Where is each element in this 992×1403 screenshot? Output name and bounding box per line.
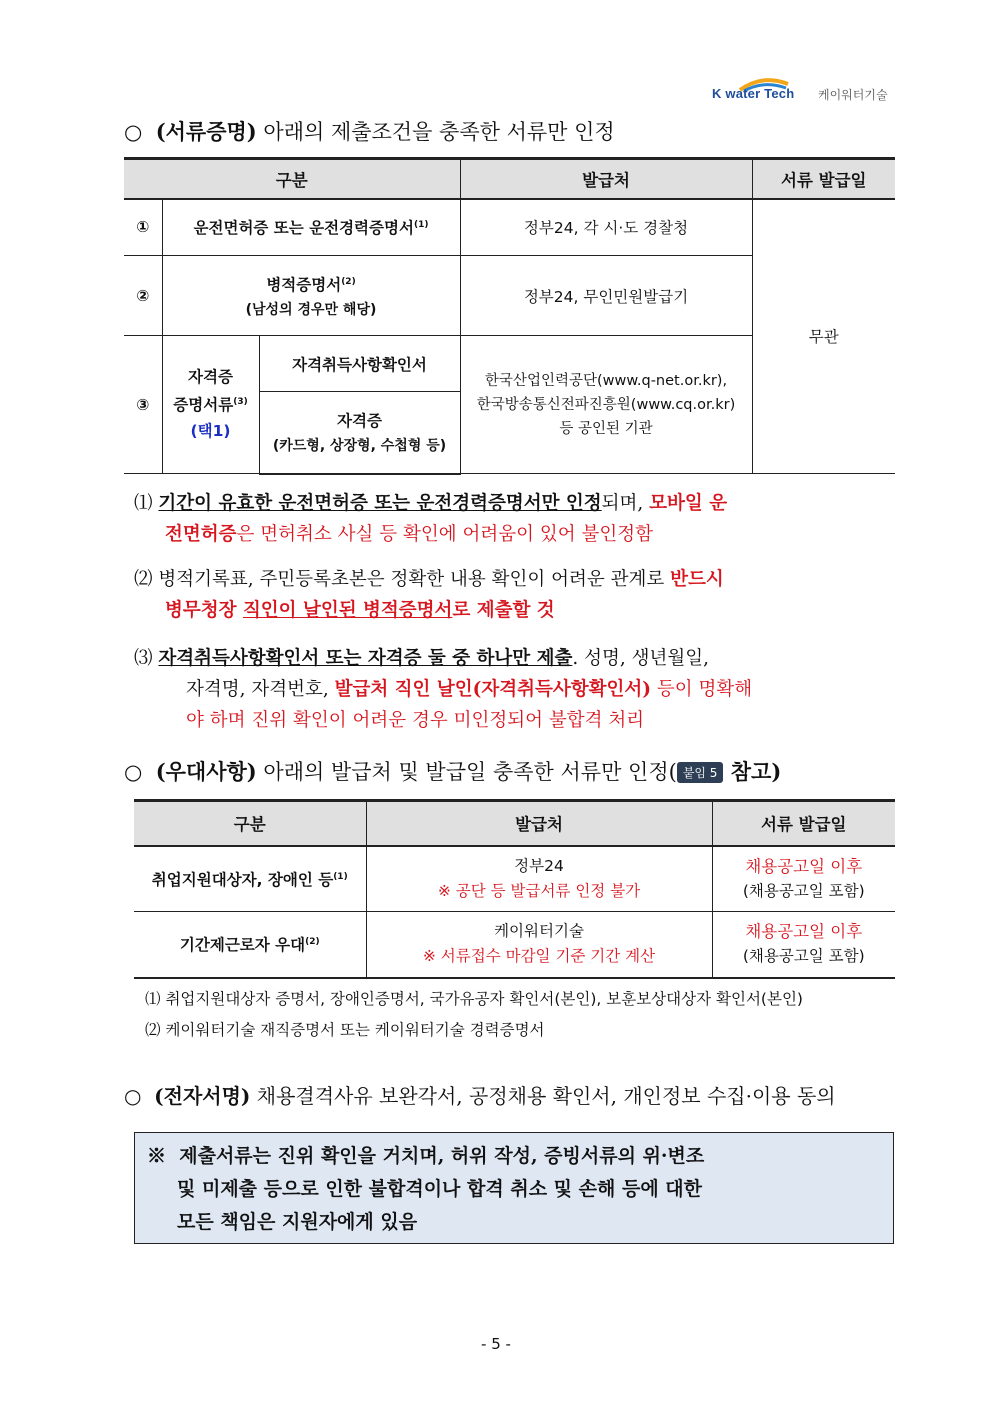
header-issuer: 발급처: [460, 159, 752, 199]
note-1: ⑴ 기간이 유효한 운전면허증 또는 운전경력증명서만 인정되며, 모바일 운 전면허증은 면허취소 사실 등 확인에 어려움이 있어 불인정함: [134, 493, 728, 545]
notice-box: [134, 1132, 894, 1244]
header-category: 구분: [124, 159, 460, 199]
row-issuer: 케이워터기술 ※ 서류접수 마감일 기준 기간 계산: [366, 912, 712, 978]
row-date: 채용공고일 이후 (채용공고일 포함): [712, 846, 895, 912]
note-preference-2: ⑵ 케이워터기술 재직증명서 또는 케이워터기술 경력증명서: [145, 1021, 545, 1039]
row-number: ③: [124, 336, 162, 474]
certificate-item: 자격증 (카드형, 상장형, 수첩형 등): [259, 392, 460, 474]
row-date: 채용공고일 이후 (채용공고일 포함): [712, 912, 895, 978]
company-logo: [712, 78, 897, 108]
row-issuer: 한국산업인력공단(www.q-net.or.kr), 한국방송통신전파진흥원(www.cq.or.kr) 등 공인된 기관: [460, 336, 752, 474]
row-issuer: 정부24, 각 시·도 경찰청: [460, 199, 752, 256]
row-number: ①: [124, 199, 162, 256]
note-2: ⑵ 병적기록표, 주민등록초본은 정확한 내용 확인이 어려운 관계로 반드시 병무청장 직인이 날인된 병적증명서로 제출할 것: [134, 569, 724, 621]
row-issuer: 정부24, 무인민원발급기: [460, 256, 752, 336]
attachment-badge: 붙임 5: [677, 762, 724, 783]
notice-line-2: 및 미제출 등으로 인한 불합격이나 합격 취소 및 손해 등에 대한: [177, 1178, 702, 1200]
table-row: [134, 912, 895, 978]
section-title-preferences: ○ (우대사항) 아래의 발급처 및 발급일 충족한 서류만 인정( 붙임 5 참고): [124, 759, 782, 784]
document-requirements-table: [124, 157, 895, 475]
company-name: 케이워터기술: [818, 88, 888, 102]
preference-documents-table: [134, 799, 895, 979]
notice-line-1: ※ 제출서류는 진위 확인을 거치며, 허위 작성, 증빙서류의 위·변조: [147, 1145, 705, 1167]
header-category: 구분: [134, 801, 366, 846]
row-category: 기간제근로자 우대$^{(2)}$: [134, 912, 366, 978]
row-document-name: 운전면허증 또는 운전경력증명서$^{(1)}$: [162, 199, 460, 256]
logo-text: K water Tech: [712, 86, 795, 101]
note-preference-1: ⑴ 취업지원대상자 증명서, 장애인증명서, 국가유공자 확인서(본인), 보훈보상대상자 확인서(본인): [145, 990, 803, 1008]
row-issuer: 정부24 ※ 공단 등 발급서류 인정 불가: [366, 846, 712, 912]
header-issue-date: 서류 발급일: [752, 159, 895, 199]
header-issuer: 발급처: [366, 801, 712, 846]
table-row: [124, 199, 895, 256]
row-number: ②: [124, 256, 162, 336]
notice-line-3: 모든 책임은 지원자에게 있음: [177, 1211, 418, 1233]
row-category: 취업지원대상자, 장애인 등$^{(1)}$: [134, 846, 366, 912]
bullet: ○: [124, 120, 143, 144]
certificate-group: 자격증 증명서류$^{(3)}$ (택1): [162, 336, 259, 474]
table-header-row: [134, 801, 895, 846]
section-label: (서류증명): [155, 119, 257, 144]
header-issue-date: 서류 발급일: [712, 801, 895, 846]
section-title-documents: [124, 116, 615, 146]
table-header-row: [124, 159, 895, 199]
section-title-esignature: ○ (전자서명) 채용결격사유 보완각서, 공정채용 확인서, 개인정보 수집·이용 동의: [124, 1084, 836, 1108]
choose-one-label: (택1): [190, 421, 231, 440]
section-text: 아래의 제출조건을 충족한 서류만 인정: [263, 120, 615, 144]
row-document-name: 병적증명서$^{(2)}$ (남성의 경우만 해당): [162, 256, 460, 336]
certificate-item: 자격취득사항확인서: [259, 336, 460, 392]
note-3: ⑶ 자격취득사항확인서 또는 자격증 둘 중 하나만 제출. 성명, 생년월일, 자격명, 자격번호, 발급처 직인 날인(자격취득사항확인서) 등이 명확해 야 하며 진위 확인이 어려운 경우 미인정되어 불합격 처리: [134, 648, 753, 731]
page-number: - 5 -: [481, 1335, 511, 1353]
issue-date-value: 무관: [752, 199, 895, 474]
table-row: [134, 846, 895, 912]
